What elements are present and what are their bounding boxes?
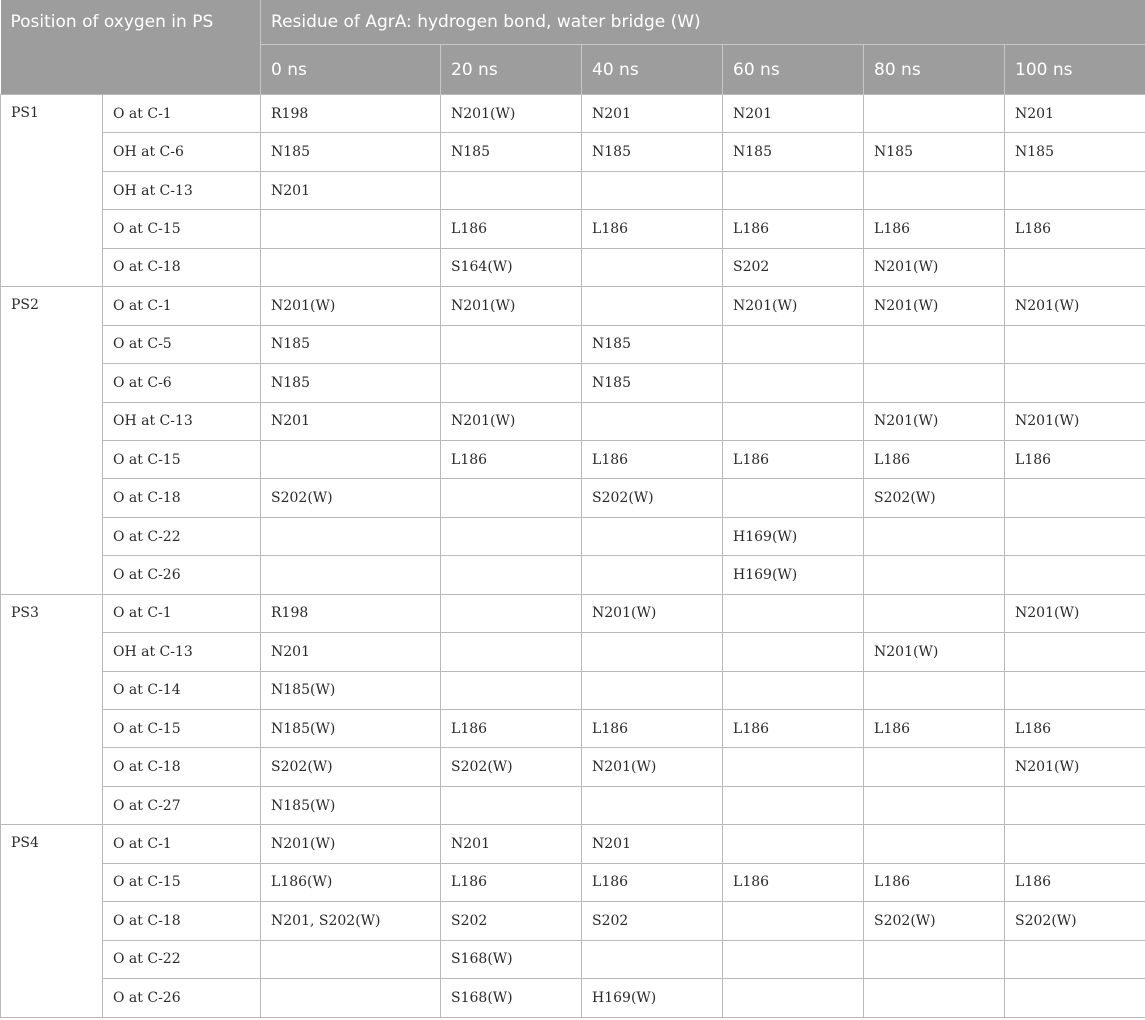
residue-cell (441, 479, 582, 517)
table-row (1, 863, 1145, 901)
residue-cell (582, 171, 723, 209)
residue-cell (723, 325, 864, 363)
residue-cell: L186 (441, 863, 582, 901)
residue-cell (723, 671, 864, 709)
residue-cell (441, 364, 582, 402)
oxygen-position-cell: O at C-14 (103, 671, 261, 709)
residue-cell (582, 402, 723, 440)
table-row (1, 633, 1145, 671)
oxygen-position-cell: O at C-6 (103, 364, 261, 402)
residue-cell: N185 (582, 364, 723, 402)
residue-cell: S202(W) (1005, 902, 1145, 940)
residue-cell (1005, 940, 1145, 978)
table-row (1, 825, 1145, 863)
residue-cell: N201 (582, 825, 723, 863)
table-row (1, 556, 1145, 594)
residue-cell (441, 171, 582, 209)
table-row (1, 325, 1145, 363)
residue-cell (1005, 979, 1145, 1017)
residue-cell (261, 248, 441, 286)
residue-cell (261, 979, 441, 1017)
residue-cell: N201(W) (1005, 594, 1145, 632)
residue-cell (582, 517, 723, 555)
table-row (1, 133, 1145, 171)
residue-cell (723, 748, 864, 786)
residue-cell: N185 (582, 325, 723, 363)
residue-cell (261, 210, 441, 248)
table-row (1, 594, 1145, 632)
residue-cell: L186 (864, 440, 1005, 478)
residue-cell: N201 (582, 95, 723, 133)
residue-cell: L186 (1005, 710, 1145, 748)
residue-cell (582, 556, 723, 594)
residue-cell (1005, 171, 1145, 209)
table-row (1, 402, 1145, 440)
residue-cell (864, 748, 1005, 786)
residue-cell (441, 786, 582, 824)
residue-cell: N201(W) (723, 287, 864, 325)
oxygen-position-cell: O at C-1 (103, 287, 261, 325)
residue-cell: N185(W) (261, 710, 441, 748)
table-row (1, 287, 1145, 325)
table-row (1, 479, 1145, 517)
residue-cell (864, 940, 1005, 978)
table-row (1, 440, 1145, 478)
residue-cell: L186(W) (261, 863, 441, 901)
ps-group-label: PS2 (1, 287, 103, 595)
residue-cell (1005, 671, 1145, 709)
residue-cell: H169(W) (582, 979, 723, 1017)
residue-cell (261, 517, 441, 555)
residue-cell: N201 (1005, 95, 1145, 133)
oxygen-position-cell: O at C-22 (103, 940, 261, 978)
oxygen-position-cell: OH at C-13 (103, 171, 261, 209)
residue-cell: N201(W) (582, 594, 723, 632)
residue-cell (441, 556, 582, 594)
header-time-40ns: 40 ns (582, 45, 723, 95)
residue-cell (864, 556, 1005, 594)
table-row (1, 517, 1145, 555)
oxygen-position-cell: O at C-15 (103, 863, 261, 901)
residue-cell: H169(W) (723, 517, 864, 555)
residue-cell (441, 325, 582, 363)
oxygen-position-cell: O at C-15 (103, 710, 261, 748)
residue-cell: S202 (441, 902, 582, 940)
residue-cell: N185 (261, 325, 441, 363)
residue-cell (723, 364, 864, 402)
residue-cell (723, 479, 864, 517)
residue-cell: L186 (582, 863, 723, 901)
residue-cell: N201, S202(W) (261, 902, 441, 940)
residue-cell (864, 825, 1005, 863)
residue-cell: H169(W) (723, 556, 864, 594)
header-time-0ns: 0 ns (261, 45, 441, 95)
residue-cell: R198 (261, 594, 441, 632)
residue-cell: S202 (723, 248, 864, 286)
residue-cell: N201(W) (441, 287, 582, 325)
residue-cell (864, 171, 1005, 209)
residue-cell (441, 671, 582, 709)
residue-cell (1005, 825, 1145, 863)
table-body (1, 95, 1145, 1018)
residue-cell (1005, 479, 1145, 517)
residue-cell: S202(W) (441, 748, 582, 786)
residue-cell: R198 (261, 95, 441, 133)
oxygen-position-cell: O at C-26 (103, 556, 261, 594)
residue-cell: L186 (864, 710, 1005, 748)
ps-group-label: PS4 (1, 825, 103, 1017)
residue-cell: L186 (582, 710, 723, 748)
oxygen-position-cell: O at C-26 (103, 979, 261, 1017)
residue-cell: L186 (441, 210, 582, 248)
residue-cell: S164(W) (441, 248, 582, 286)
table-row (1, 786, 1145, 824)
residue-cell (582, 786, 723, 824)
residue-cell (261, 940, 441, 978)
residue-cell: L186 (582, 440, 723, 478)
oxygen-position-cell: OH at C-13 (103, 402, 261, 440)
ps-group-label: PS1 (1, 95, 103, 287)
header-residue: Residue of AgrA: hydrogen bond, water bridge (W) (261, 0, 1145, 45)
residue-cell: N185 (441, 133, 582, 171)
residue-cell: S202(W) (261, 748, 441, 786)
table-header (1, 0, 1145, 95)
residue-cell (1005, 633, 1145, 671)
residue-cell: N201(W) (441, 95, 582, 133)
residue-cell: L186 (441, 440, 582, 478)
residue-cell: N201(W) (864, 248, 1005, 286)
residue-cell (582, 940, 723, 978)
residue-cell: L186 (723, 710, 864, 748)
residue-cell: S202(W) (864, 479, 1005, 517)
residue-cell (723, 171, 864, 209)
residue-cell (261, 556, 441, 594)
residue-cell: L186 (864, 210, 1005, 248)
table-row (1, 940, 1145, 978)
oxygen-position-cell: O at C-15 (103, 440, 261, 478)
residue-cell: S168(W) (441, 979, 582, 1017)
residue-cell: N201 (723, 95, 864, 133)
table-row (1, 171, 1145, 209)
residue-cell (1005, 517, 1145, 555)
table-row (1, 902, 1145, 940)
oxygen-position-cell: O at C-22 (103, 517, 261, 555)
header-time-80ns: 80 ns (864, 45, 1005, 95)
residue-cell: N185(W) (261, 786, 441, 824)
residue-cell: L186 (864, 863, 1005, 901)
residue-cell (1005, 364, 1145, 402)
residue-cell: N185 (261, 133, 441, 171)
residue-cell: N201(W) (441, 402, 582, 440)
table-row (1, 95, 1145, 133)
oxygen-position-cell: O at C-1 (103, 95, 261, 133)
residue-cell: N201(W) (261, 825, 441, 863)
oxygen-position-cell: O at C-1 (103, 825, 261, 863)
residue-cell (864, 979, 1005, 1017)
residue-cell (441, 517, 582, 555)
residue-cell (864, 594, 1005, 632)
residue-cell: L186 (582, 210, 723, 248)
header-time-20ns: 20 ns (441, 45, 582, 95)
residue-cell (723, 940, 864, 978)
residue-cell: N201(W) (864, 287, 1005, 325)
residue-cell: N185 (582, 133, 723, 171)
residue-cell (441, 594, 582, 632)
residue-cell (864, 364, 1005, 402)
residue-cell (1005, 325, 1145, 363)
residue-cell (582, 633, 723, 671)
residue-cell (261, 440, 441, 478)
residue-cell: S202(W) (864, 902, 1005, 940)
residue-cell (582, 248, 723, 286)
residue-cell (864, 325, 1005, 363)
residue-cell: L186 (1005, 440, 1145, 478)
oxygen-position-cell: O at C-18 (103, 248, 261, 286)
residue-cell (1005, 556, 1145, 594)
residue-cell: N201(W) (1005, 402, 1145, 440)
residue-cell: L186 (723, 440, 864, 478)
oxygen-position-cell: O at C-1 (103, 594, 261, 632)
residue-cell: S202 (582, 902, 723, 940)
residue-cell: L186 (441, 710, 582, 748)
oxygen-position-cell: O at C-5 (103, 325, 261, 363)
residue-cell: N201(W) (261, 287, 441, 325)
residue-cell: N201 (261, 402, 441, 440)
residue-cell (1005, 248, 1145, 286)
residue-cell: N201 (441, 825, 582, 863)
residue-cell (723, 979, 864, 1017)
header-time-60ns: 60 ns (723, 45, 864, 95)
residue-cell: L186 (1005, 210, 1145, 248)
residue-cell: N201 (261, 633, 441, 671)
residue-cell (723, 594, 864, 632)
oxygen-position-cell: O at C-18 (103, 902, 261, 940)
residue-cell: N185 (261, 364, 441, 402)
residue-cell: N185 (864, 133, 1005, 171)
residue-cell (582, 671, 723, 709)
residue-cell (723, 786, 864, 824)
table-row (1, 364, 1145, 402)
oxygen-position-cell: OH at C-13 (103, 633, 261, 671)
residue-cell (723, 402, 864, 440)
header-position-of-oxygen: Position of oxygen in PS (1, 0, 261, 95)
residue-cell: S168(W) (441, 940, 582, 978)
oxygen-position-cell: O at C-18 (103, 479, 261, 517)
residue-cell: N201(W) (1005, 287, 1145, 325)
residue-cell (723, 633, 864, 671)
table-row (1, 210, 1145, 248)
table-row (1, 979, 1145, 1017)
residue-cell (864, 671, 1005, 709)
table-row (1, 248, 1145, 286)
header-time-100ns: 100 ns (1005, 45, 1145, 95)
residue-cell (1005, 786, 1145, 824)
residue-cell (723, 902, 864, 940)
oxygen-position-cell: O at C-15 (103, 210, 261, 248)
residue-cell: N185 (723, 133, 864, 171)
table-row (1, 748, 1145, 786)
residue-cell: N185(W) (261, 671, 441, 709)
residue-cell (864, 95, 1005, 133)
residue-cell: N201(W) (864, 633, 1005, 671)
residue-cell: S202(W) (582, 479, 723, 517)
residue-cell (864, 517, 1005, 555)
residue-cell (582, 287, 723, 325)
residue-cell: N201(W) (864, 402, 1005, 440)
oxygen-position-cell: OH at C-6 (103, 133, 261, 171)
table-row (1, 671, 1145, 709)
residue-cell (864, 786, 1005, 824)
residue-cell: N201 (261, 171, 441, 209)
residue-cell: L186 (723, 210, 864, 248)
residue-cell: S202(W) (261, 479, 441, 517)
residue-cell (441, 633, 582, 671)
residue-cell: N201(W) (1005, 748, 1145, 786)
table-row (1, 710, 1145, 748)
residue-cell: L186 (1005, 863, 1145, 901)
ps-group-label: PS3 (1, 594, 103, 825)
residue-cell: L186 (723, 863, 864, 901)
oxygen-position-cell: O at C-18 (103, 748, 261, 786)
oxygen-position-cell: O at C-27 (103, 786, 261, 824)
residue-cell (723, 825, 864, 863)
residue-cell: N185 (1005, 133, 1145, 171)
residue-cell: N201(W) (582, 748, 723, 786)
